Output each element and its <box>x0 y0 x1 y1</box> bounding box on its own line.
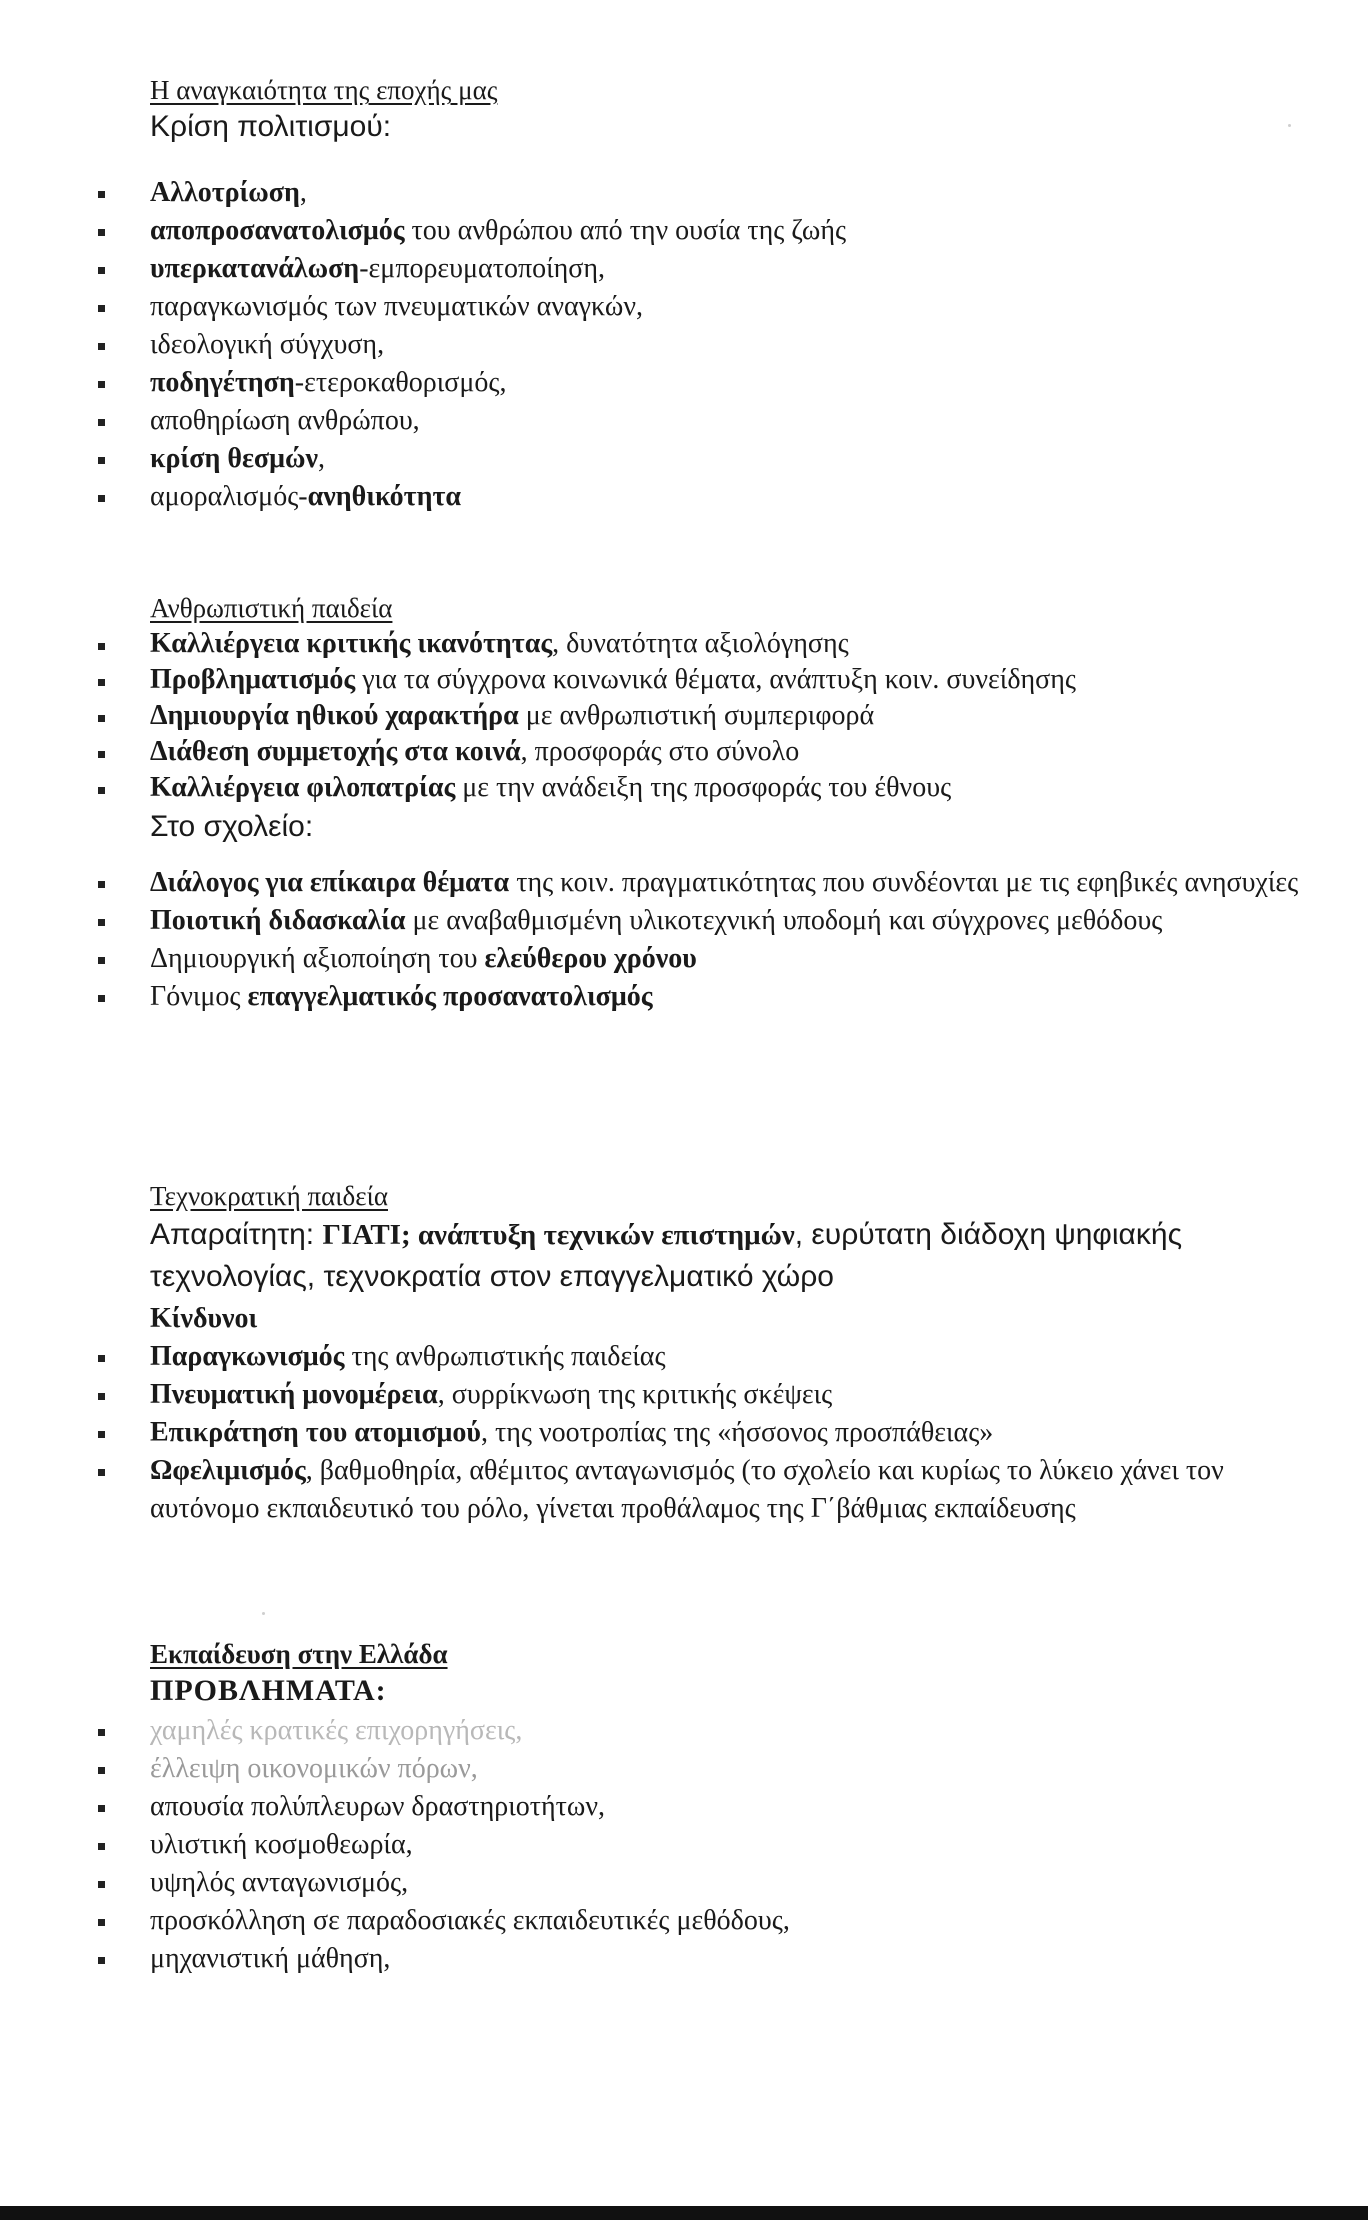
item-text: της κοιν. πραγματικότητας που συνδέονται με τις εφηβικές ανησυχίες <box>509 867 1299 898</box>
list-item <box>150 212 1320 250</box>
item-text: με την ανάδειξη της προσφοράς του έθνους <box>455 772 952 803</box>
item-text: , συρρίκνωση της κριτικής σκέψεις <box>437 1379 833 1410</box>
item-text: μηχανιστική μάθηση, <box>150 1943 391 1974</box>
section-era <box>150 72 1320 516</box>
item-bold-text: αποπροσανατολισμός <box>150 215 405 246</box>
item-bold-text: κρίση θεσμών <box>150 443 318 474</box>
item-text: παραγκωνισμός των πνευματικών αναγκών, <box>150 291 644 322</box>
list-item <box>150 864 1320 902</box>
item-bold-text: υπερκατανάλωση <box>150 253 360 284</box>
list-item <box>150 1750 1320 1788</box>
list-item <box>150 1452 1320 1528</box>
school-label: Στο σχολείο: <box>150 810 314 843</box>
item-text: , βαθμοθηρία, αθέμιτος ανταγωνισμός (το σχολείο και κυρίως το λύκειο χάνει τον αυτόνομο εκπαιδευτικό του ρόλο, γίνεται προθάλαμος της Γ΄βάθμιας εκπαίδευσης <box>150 1455 1224 1524</box>
scan-edge <box>0 2206 1368 2220</box>
list-item <box>150 770 1320 806</box>
list-item <box>150 402 1320 440</box>
section-techno <box>150 1178 1320 1528</box>
requirement-rest: , ευρύτατη διάδοχη ψηφιακής τεχνολογίας, τεχνοκρατία στον επαγγελματικό χώρο <box>150 1218 1183 1293</box>
list-item <box>150 478 1320 516</box>
section-greece <box>150 1636 1320 1978</box>
list-item <box>150 250 1320 288</box>
scan-speck <box>262 1612 265 1615</box>
list-item <box>150 1864 1320 1902</box>
list-item <box>150 364 1320 402</box>
item-text: αμοραλισμός- <box>150 481 308 512</box>
requirement-text <box>150 1214 1320 1298</box>
item-bold-text: Διάλογος για επίκαιρα θέματα <box>150 867 510 898</box>
item-bold-text: Διάθεση συμμετοχής στα κοινά <box>150 736 521 767</box>
item-text: προσκόλληση σε παραδοσιακές εκπαιδευτικές μεθόδους, <box>150 1905 790 1936</box>
item-bold-text: Πνευματική μονομέρεια <box>150 1379 438 1410</box>
list-item <box>150 326 1320 364</box>
list-item <box>150 1414 1320 1452</box>
item-text: υψηλός ανταγωνισμός, <box>150 1867 409 1898</box>
list-item <box>150 1712 1320 1750</box>
item-text: χαμηλές κρατικές επιχορηγήσεις, <box>150 1715 523 1746</box>
list-item <box>150 1826 1320 1864</box>
item-text: με αναβαθμισμένη υλικοτεχνική υποδομή και σύγχρονες μεθόδους <box>405 905 1163 936</box>
item-bold-text: Καλλιέργεια φιλοπατρίας <box>150 772 456 803</box>
item-bold-text: επαγγελματικός προσανατολισμός <box>247 981 653 1012</box>
item-bold-text: Παραγκωνισμός <box>150 1341 345 1372</box>
item-text: έλλειψη οικονομικών πόρων, <box>150 1753 478 1784</box>
list-item <box>150 626 1320 662</box>
list-item <box>150 440 1320 478</box>
item-text: της ανθρωπιστικής παιδείας <box>344 1341 666 1372</box>
requirement-prefix: Απαραίτητη: <box>150 1218 323 1251</box>
section-subheading: Κρίση πολιτισμού: <box>150 110 392 143</box>
item-bold-text: Δημιουργία ηθικού χαρακτήρα <box>150 700 519 731</box>
item-text: για τα σύγχρονα κοινωνικά θέματα, ανάπτυξη κοιν. συνείδησης <box>355 664 1076 695</box>
item-text: αποθηρίωση ανθρώπου, <box>150 405 420 436</box>
list-item <box>150 1338 1320 1376</box>
requirement-bold: ΓΙΑΤΙ; ανάπτυξη τεχνικών επιστημών <box>322 1219 795 1251</box>
list-item <box>150 698 1320 734</box>
bullet-list <box>150 174 1320 516</box>
problems-label: ΠΡΟΒΛΗΜΑΤΑ: <box>150 1674 387 1707</box>
list-item <box>150 1788 1320 1826</box>
item-bold-text: ανηθικότητα <box>307 481 462 512</box>
item-bold-text: Ωφελιμισμός <box>150 1455 306 1486</box>
item-bold-text: Αλλοτρίωση <box>150 177 300 208</box>
list-item <box>150 978 1320 1016</box>
section-heading: Ανθρωπιστική παιδεία <box>150 593 393 623</box>
scan-speck <box>1288 124 1291 127</box>
list-item <box>150 1376 1320 1414</box>
list-item <box>150 174 1320 212</box>
item-bold-text: ποδηγέτηση <box>150 367 295 398</box>
list-item <box>150 940 1320 978</box>
list-item <box>150 1902 1320 1940</box>
item-text: , της νοοτροπίας της «ήσσονος προσπάθειας» <box>480 1417 994 1448</box>
item-bold-text: Προβληματισμός <box>150 664 356 695</box>
section-heading: Εκπαίδευση στην Ελλάδα <box>150 1639 448 1669</box>
item-text: απουσία πολύπλευρων δραστηριοτήτων, <box>150 1791 605 1822</box>
item-bold-text: Καλλιέργεια κριτικής ικανότητας <box>150 628 553 659</box>
item-text: του ανθρώπου από την ουσία της ζωής <box>404 215 847 246</box>
item-text: -εμπορευματοποίηση, <box>359 253 606 284</box>
list-item <box>150 902 1320 940</box>
item-text: υλιστική κοσμοθεωρία, <box>150 1829 413 1860</box>
item-text: με ανθρωπιστική συμπεριφορά <box>518 700 875 731</box>
item-text: Γόνιμος <box>150 981 248 1012</box>
list-item <box>150 288 1320 326</box>
item-text: -ετεροκαθορισμός, <box>294 367 507 398</box>
item-text: , <box>318 443 325 474</box>
item-text: Δημιουργική αξιοποίηση του <box>150 943 485 974</box>
item-text: , δυνατότητα αξιολόγησης <box>552 628 849 659</box>
dangers-label: Κίνδυνοι <box>150 1303 258 1334</box>
item-text: , <box>299 177 307 208</box>
section-humanist <box>150 590 1320 1016</box>
list-item <box>150 662 1320 698</box>
item-text: , προσφοράς στο σύνολο <box>520 736 800 767</box>
list-item <box>150 734 1320 770</box>
bullet-list <box>150 1712 1320 1978</box>
section-heading: Η αναγκαιότητα της εποχής μας <box>150 75 498 105</box>
item-bold-text: Επικράτηση του ατομισμού <box>150 1417 481 1448</box>
item-text: ιδεολογική σύγχυση, <box>150 329 385 360</box>
list-item <box>150 1940 1320 1978</box>
bullet-list <box>150 1338 1320 1528</box>
item-bold-text: Ποιοτική διδασκαλία <box>150 905 406 936</box>
section-heading: Τεχνοκρατική παιδεία <box>150 1181 388 1211</box>
bullet-list <box>150 864 1320 1016</box>
bullet-list <box>150 626 1320 806</box>
item-bold-text: ελεύθερου χρόνου <box>484 943 697 974</box>
